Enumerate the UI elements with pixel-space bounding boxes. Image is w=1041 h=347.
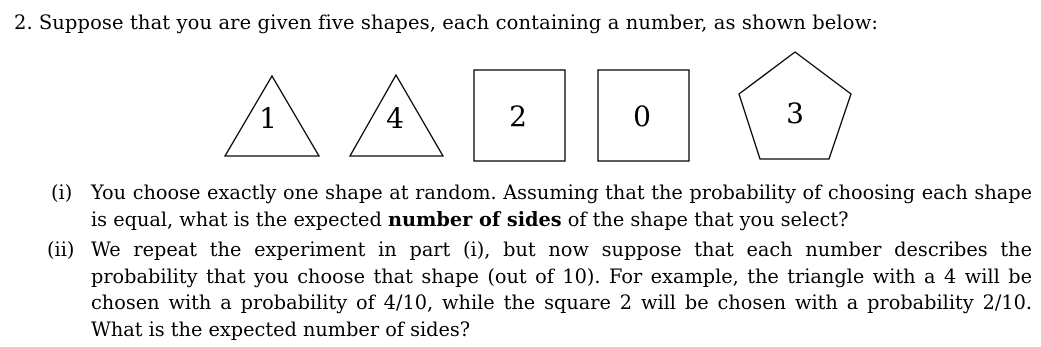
- pentagon-label: 3: [786, 97, 804, 130]
- triangle-shape-1: [225, 76, 319, 156]
- part-i-text-before: You choose exactly one shape at random. Assuming that the probability of choosing each shape is equal, what is the expected: [91, 181, 1032, 231]
- problem-intro-text: Suppose that you are given five shapes, each containing a number, as shown below:: [38, 11, 879, 34]
- part-ii-text: We repeat the experiment in part (i), but now suppose that each number describes the probability that you choose that shape (out of 10). For example, the triangle with a 4 will be chosen with a probability of 4/10, while the square 2 will be chosen with a probability 2/10. What is the expected number of sides?: [91, 238, 1032, 341]
- part-ii-marker: (ii): [47, 238, 75, 261]
- part-ii: [47, 237, 1032, 343]
- triangle-2-label: 4: [386, 102, 404, 135]
- sub-questions: [47, 180, 1032, 347]
- square-2-label: 0: [633, 100, 651, 133]
- square-shape-1: [474, 70, 565, 161]
- square-shape-2: [598, 70, 689, 161]
- part-i-bold-text: number of sides: [387, 207, 562, 231]
- part-i: [47, 180, 1032, 233]
- part-i-marker: (i): [51, 181, 73, 204]
- part-i-text-after: of the shape that you select?: [561, 207, 849, 231]
- problem-number: 2.: [14, 11, 33, 34]
- square-1-label: 2: [509, 100, 527, 133]
- triangle-1-label: 1: [259, 102, 277, 135]
- triangle-shape-2: [350, 75, 443, 156]
- pentagon-shape: [739, 52, 851, 159]
